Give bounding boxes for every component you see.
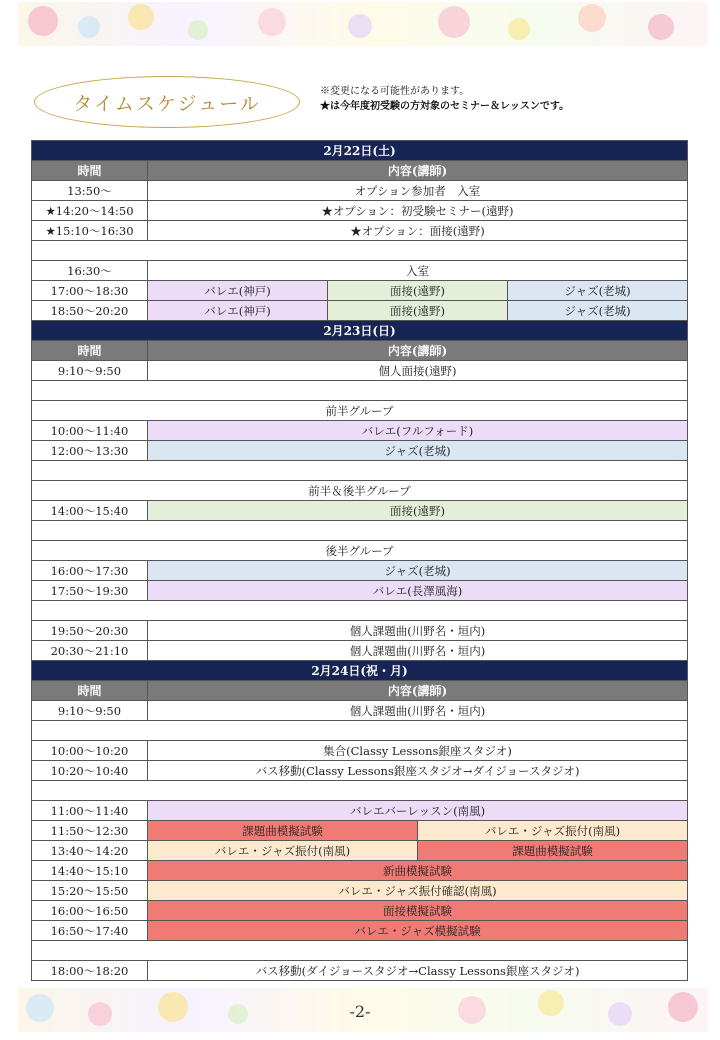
flower-banner-top [18, 2, 708, 46]
exam-cell: 課題曲模擬試験 [148, 821, 418, 841]
table-row [32, 701, 688, 721]
time-cell: 19:50～20:30 [32, 621, 148, 641]
time-column-header: 時間 [32, 681, 148, 701]
time-column-header: 時間 [32, 161, 148, 181]
table-row [32, 421, 688, 441]
day-header [32, 141, 688, 161]
table-row [32, 281, 688, 301]
time-cell: 14:00～15:40 [32, 501, 148, 521]
spacer-row [32, 461, 688, 481]
content-cell: 個人課題曲(川野名・垣内) [148, 621, 688, 641]
table-row [32, 801, 688, 821]
time-cell: 20:30～21:10 [32, 641, 148, 661]
time-cell: 17:00～18:30 [32, 281, 148, 301]
time-cell: 16:30～ [32, 261, 148, 281]
time-cell: 9:10～9:50 [32, 361, 148, 381]
content-column-header: 内容(講師) [148, 341, 688, 361]
table-row [32, 181, 688, 201]
table-row [32, 201, 688, 221]
spacer-row [32, 781, 688, 801]
time-cell: 18:00～18:20 [32, 961, 148, 981]
note-star: ★は今年度初受験の方対象のセミナー＆レッスンです。 [320, 101, 570, 112]
table-row [32, 901, 688, 921]
jazz-cell: ジャズ(老城) [508, 281, 688, 301]
jazz-cell: ジャズ(老城) [148, 561, 688, 581]
interview-cell: 面接(遠野) [328, 281, 508, 301]
spacer-row [32, 521, 688, 541]
group-label: 前半グループ [32, 401, 688, 421]
column-header-row [32, 341, 688, 361]
table-row [32, 441, 688, 461]
spacer-row [32, 721, 688, 741]
table-row [32, 501, 688, 521]
day-label: 2月23日(日) [32, 321, 688, 341]
day-label: 2月24日(祝・月) [32, 661, 688, 681]
table-row [32, 581, 688, 601]
exam-cell: 新曲模擬試験 [148, 861, 688, 881]
content-cell: ★オプション：面接(遠野) [148, 221, 688, 241]
time-cell: 11:00～11:40 [32, 801, 148, 821]
jazz-cell: ジャズ(老城) [148, 441, 688, 461]
column-header-row [32, 681, 688, 701]
content-cell: 集合(Classy Lessons銀座スタジオ) [148, 741, 688, 761]
time-cell: 12:00～13:30 [32, 441, 148, 461]
exam-cell: 課題曲模擬試験 [418, 841, 688, 861]
time-cell: 11:50～12:30 [32, 821, 148, 841]
ballet-cell: バレエバーレッスン(南風) [148, 801, 688, 821]
table-row [32, 221, 688, 241]
page-number: -2- [349, 1002, 371, 1021]
time-cell: 10:00～11:40 [32, 421, 148, 441]
ballet-cell: バレエ(神戸) [148, 301, 328, 321]
group-row [32, 401, 688, 421]
group-row [32, 541, 688, 561]
content-cell: 個人面接(遠野) [148, 361, 688, 381]
note-change: ※変更になる可能性があります。 [320, 86, 470, 97]
interview-cell: 面接(遠野) [148, 501, 688, 521]
ballet-cell: バレエ(フルフォード) [148, 421, 688, 441]
table-row [32, 621, 688, 641]
table-row [32, 821, 688, 841]
content-cell: 個人課題曲(川野名・垣内) [148, 701, 688, 721]
exam-cell: 面接模擬試験 [148, 901, 688, 921]
time-cell: 17:50～19:30 [32, 581, 148, 601]
interview-cell: 面接(遠野) [328, 301, 508, 321]
time-cell: 9:10～9:50 [32, 701, 148, 721]
column-header-row [32, 161, 688, 181]
choreo-cell: バレエ・ジャズ振付(南風) [148, 841, 418, 861]
content-cell: オプション参加者 入室 [148, 181, 688, 201]
table-row [32, 921, 688, 941]
spacer-row [32, 601, 688, 621]
time-column-header: 時間 [32, 341, 148, 361]
schedule-table [31, 140, 688, 981]
time-cell: 13:50～ [32, 181, 148, 201]
day-label: 2月22日(土) [32, 141, 688, 161]
time-cell: 18:50～20:20 [32, 301, 148, 321]
table-row [32, 261, 688, 281]
time-cell: 16:50～17:40 [32, 921, 148, 941]
time-cell: 10:00～10:20 [32, 741, 148, 761]
schedule-title: タイムスケジュール [34, 76, 300, 128]
time-cell: ★15:10～16:30 [32, 221, 148, 241]
group-row [32, 481, 688, 501]
content-cell: 個人課題曲(川野名・垣内) [148, 641, 688, 661]
content-column-header: 内容(講師) [148, 161, 688, 181]
content-cell: ★オプション：初受験セミナー(遠野) [148, 201, 688, 221]
ballet-cell: バレエ(神戸) [148, 281, 328, 301]
exam-cell: バレエ・ジャズ模擬試験 [148, 921, 688, 941]
table-row [32, 961, 688, 981]
table-row [32, 761, 688, 781]
content-column-header: 内容(講師) [148, 681, 688, 701]
table-row [32, 361, 688, 381]
time-cell: 13:40～14:20 [32, 841, 148, 861]
ballet-cell: バレエ(長澤風海) [148, 581, 688, 601]
spacer-row [32, 381, 688, 401]
time-cell: 16:00～17:30 [32, 561, 148, 581]
group-label: 前半＆後半グループ [32, 481, 688, 501]
day-header [32, 661, 688, 681]
content-cell: 入室 [148, 261, 688, 281]
time-cell: 14:40～15:10 [32, 861, 148, 881]
day-header [32, 321, 688, 341]
time-cell: 15:20～15:50 [32, 881, 148, 901]
jazz-cell: ジャズ(老城) [508, 301, 688, 321]
spacer-row [32, 241, 688, 261]
time-cell: ★14:20～14:50 [32, 201, 148, 221]
table-row [32, 301, 688, 321]
content-cell: バス移動(Classy Lessons銀座スタジオ→ダイジョースタジオ) [148, 761, 688, 781]
table-row [32, 561, 688, 581]
choreo-cell: バレエ・ジャズ振付(南風) [418, 821, 688, 841]
table-row [32, 861, 688, 881]
table-row [32, 641, 688, 661]
time-cell: 10:20～10:40 [32, 761, 148, 781]
group-label: 後半グループ [32, 541, 688, 561]
table-row [32, 841, 688, 861]
table-row [32, 881, 688, 901]
table-row [32, 741, 688, 761]
notes [320, 84, 569, 114]
time-cell: 16:00～16:50 [32, 901, 148, 921]
content-cell: バス移動(ダイジョースタジオ→Classy Lessons銀座スタジオ) [148, 961, 688, 981]
spacer-row [32, 941, 688, 961]
choreo-cell: バレエ・ジャズ振付確認(南風) [148, 881, 688, 901]
